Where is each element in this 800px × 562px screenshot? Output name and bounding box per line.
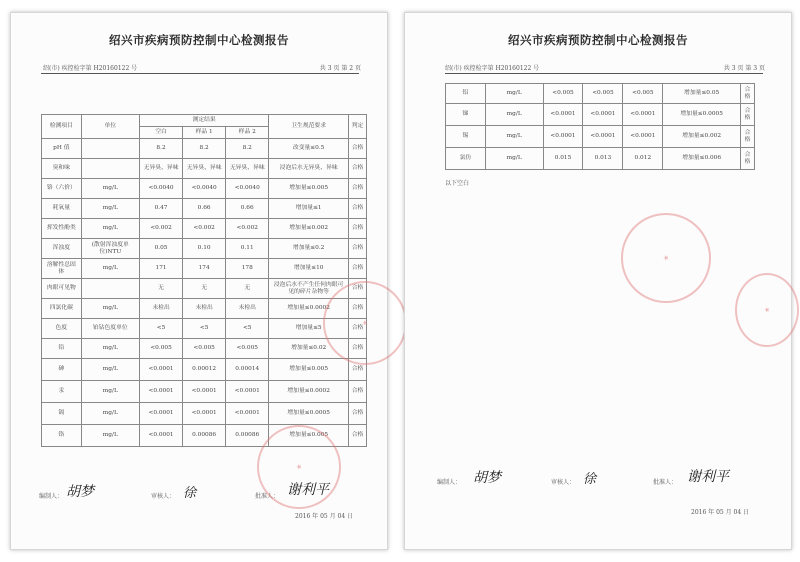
col-header-sample1: 样品 1: [183, 127, 226, 139]
cell-item: 铝: [446, 84, 486, 104]
reviewer-signature: 徐: [583, 472, 597, 487]
cell-std: 增加量≤0.005: [269, 425, 349, 447]
cell-blank: <0.0001: [140, 381, 183, 403]
cell-std: 增加量≤0.05: [663, 84, 741, 104]
col-header-judgement: 判定: [349, 115, 367, 139]
cell-judge: 合格: [349, 239, 367, 259]
table-row: [42, 199, 367, 219]
cell-unit: mg/L: [485, 148, 543, 170]
results-table-continued: [445, 83, 755, 170]
cell-item: 砷: [42, 359, 82, 381]
cell-judge: 合格: [349, 403, 367, 425]
table-row: [42, 359, 367, 381]
report-page-2: [10, 12, 388, 550]
cell-judge: 合格: [349, 179, 367, 199]
cell-item: 镉: [42, 403, 82, 425]
cell-judge: 合格: [349, 259, 367, 279]
table-row: [42, 259, 367, 279]
cell-std: 增加量≤10: [269, 259, 349, 279]
table-row: [42, 381, 367, 403]
reviewer-label: 审核人：: [151, 493, 176, 500]
cell-s2: <0.0001: [226, 403, 269, 425]
report-page-3: [404, 12, 792, 550]
cell-judge: 合格: [349, 359, 367, 381]
col-header-blank: 空白: [140, 127, 183, 139]
cell-item: 耗氧量: [42, 199, 82, 219]
table-row: [42, 179, 367, 199]
cell-unit: 铂钴色度单位: [81, 319, 139, 339]
cell-blank: 未检出: [140, 299, 183, 319]
cell-s1: 0.66: [183, 199, 226, 219]
cell-judge: 合格: [349, 425, 367, 447]
cell-s2: 0.11: [226, 239, 269, 259]
table-row: [42, 299, 367, 319]
cell-unit: mg/L: [81, 359, 139, 381]
cell-judge: 合格: [740, 84, 754, 104]
cell-blank: <0.0001: [543, 126, 583, 148]
cell-unit: [81, 159, 139, 179]
cell-s1: <0.0001: [183, 381, 226, 403]
cell-unit: mg/L: [485, 126, 543, 148]
cell-judge: 合格: [349, 299, 367, 319]
cell-item: pH 值: [42, 139, 82, 159]
cell-judge: 合格: [740, 126, 754, 148]
cell-s2: <0.0040: [226, 179, 269, 199]
cell-item: 氯仿: [446, 148, 486, 170]
report-title: 绍兴市疾病预防控制中心检测报告: [508, 33, 688, 47]
cell-s1: 无异臭、异味: [183, 159, 226, 179]
cell-blank: 171: [140, 259, 183, 279]
cell-judge: 合格: [740, 104, 754, 126]
cell-s1: <0.002: [183, 219, 226, 239]
cell-item: 汞: [42, 381, 82, 403]
blank-below-note: 以下空白: [445, 180, 470, 187]
table-row: [42, 319, 367, 339]
cell-item: 肉眼可见物: [42, 279, 82, 299]
cell-judge: 合格: [349, 339, 367, 359]
official-seal-stamp-2: ★: [257, 425, 341, 509]
compiler-signature: 胡梦: [66, 484, 94, 500]
cell-blank: 无异臭、异味: [140, 159, 183, 179]
cell-s2: 未检出: [226, 299, 269, 319]
cell-std: 增加量≤0.005: [269, 359, 349, 381]
cell-blank: <0.0040: [140, 179, 183, 199]
cell-std: 增加量≤0.006: [663, 148, 741, 170]
cell-item: 溶解性总固体: [42, 259, 82, 279]
table-row: [42, 279, 367, 299]
report-date: 2016 年 05 月 04 日: [691, 509, 750, 516]
report-date: 2016 年 05 月 04 日: [295, 513, 354, 520]
cell-judge: 合格: [349, 279, 367, 299]
cell-s2: 178: [226, 259, 269, 279]
cell-unit: mg/L: [81, 339, 139, 359]
cell-s1: 未检出: [183, 299, 226, 319]
table-row: [42, 219, 367, 239]
cell-s2: <0.005: [623, 84, 663, 104]
cell-std: 浸泡后水不产生任何肉眼可见的碎片杂物等: [269, 279, 349, 299]
cell-judge: 合格: [349, 199, 367, 219]
cell-unit: mg/L: [81, 179, 139, 199]
table-row: [446, 84, 755, 104]
col-header-sample2: 样品 2: [226, 127, 269, 139]
cell-unit: mg/L: [81, 299, 139, 319]
cell-std: 增加量≤0.0005: [269, 403, 349, 425]
table-row: [446, 148, 755, 170]
approver-signature: 谢利平: [287, 482, 329, 498]
cell-item: 铅: [42, 339, 82, 359]
cell-judge: 合格: [349, 319, 367, 339]
cell-s1: <0.0001: [583, 126, 623, 148]
official-seal-stamp: ★: [621, 213, 711, 303]
cell-s1: <0.005: [583, 84, 623, 104]
cell-s1: 0.013: [583, 148, 623, 170]
cell-unit: [81, 279, 139, 299]
cell-judge: 合格: [349, 139, 367, 159]
cell-s2: 0.00086: [226, 425, 269, 447]
approver-signature: 谢利平: [687, 469, 729, 485]
cell-std: 增加量≤1: [269, 199, 349, 219]
cell-s2: <0.0001: [226, 381, 269, 403]
cell-item: 锡: [446, 126, 486, 148]
page-info: 共 3 页 第 2 页: [319, 65, 361, 72]
cell-blank: <0.0001: [140, 359, 183, 381]
cell-std: 增加量≤0.2: [269, 239, 349, 259]
table-row: [446, 104, 755, 126]
reviewer-signature: 徐: [183, 486, 197, 501]
cell-unit: mg/L: [81, 403, 139, 425]
table-row: [42, 339, 367, 359]
cell-blank: <0.002: [140, 219, 183, 239]
cell-unit: mg/L: [485, 104, 543, 126]
table-row: [42, 239, 367, 259]
compiler-signature: 胡梦: [473, 470, 501, 486]
cell-s1: 8.2: [183, 139, 226, 159]
cell-s2: <0.002: [226, 219, 269, 239]
cell-std: 增加量≤0.02: [269, 339, 349, 359]
cell-unit: (散射浑浊度单位)NTU: [81, 239, 139, 259]
table-row: [446, 126, 755, 148]
table-row: [42, 139, 367, 159]
cell-item: 锑: [446, 104, 486, 126]
cell-s2: <0.0001: [623, 126, 663, 148]
cell-std: 浸泡后水无异臭、异味: [269, 159, 349, 179]
cell-std: 增加量≤0.005: [269, 179, 349, 199]
cell-unit: mg/L: [81, 219, 139, 239]
cell-s1: <5: [183, 319, 226, 339]
cell-std: 增加量≤5: [269, 319, 349, 339]
cell-unit: mg/L: [485, 84, 543, 104]
cell-judge: 合格: [349, 159, 367, 179]
cell-s2: 无异臭、异味: [226, 159, 269, 179]
cell-blank: <0.0001: [543, 104, 583, 126]
table-row: [42, 159, 367, 179]
cell-s2: <0.0001: [623, 104, 663, 126]
table-row: [42, 403, 367, 425]
compiler-label: 编制人：: [39, 493, 64, 500]
cell-blank: <0.0001: [140, 403, 183, 425]
cell-std: 增加量≤0.002: [269, 219, 349, 239]
cell-blank: 0.015: [543, 148, 583, 170]
cell-item: 铬: [42, 425, 82, 447]
cell-s1: 无: [183, 279, 226, 299]
cell-blank: 无: [140, 279, 183, 299]
page-info: 共 3 页 第 3 页: [723, 65, 765, 72]
cell-s1: <0.0040: [183, 179, 226, 199]
cell-judge: 合格: [349, 381, 367, 403]
compiler-label: 编制人：: [437, 479, 462, 486]
cell-s2: 0.012: [623, 148, 663, 170]
cell-blank: 0.05: [140, 239, 183, 259]
cell-s1: 0.00012: [183, 359, 226, 381]
col-header-standard: 卫生规范要求: [269, 115, 349, 139]
cell-std: 增加量≤0.002: [663, 126, 741, 148]
cell-blank: 0.47: [140, 199, 183, 219]
col-header-item: 检测项目: [42, 115, 82, 139]
cell-std: 增加量≤0.0002: [269, 381, 349, 403]
cell-s2: <0.005: [226, 339, 269, 359]
cell-s1: 0.00086: [183, 425, 226, 447]
cell-item: 色度: [42, 319, 82, 339]
cell-s2: 0.66: [226, 199, 269, 219]
cell-s1: 0.10: [183, 239, 226, 259]
cell-s1: <0.0001: [583, 104, 623, 126]
report-number: 绍(市) 疾控检字第 H20160122 号: [43, 65, 138, 72]
cell-item: 挥发性酚类: [42, 219, 82, 239]
cell-item: 臭和味: [42, 159, 82, 179]
cell-s1: <0.005: [183, 339, 226, 359]
cell-blank: 8.2: [140, 139, 183, 159]
cell-judge: 合格: [740, 148, 754, 170]
cell-item: 四氯化碳: [42, 299, 82, 319]
cell-item: 铬（六价）: [42, 179, 82, 199]
cell-unit: mg/L: [81, 199, 139, 219]
reviewer-label: 审核人：: [551, 479, 576, 486]
cell-std: 增加量≤0.0005: [663, 104, 741, 126]
cell-unit: mg/L: [81, 381, 139, 403]
cell-std: 改变量≤0.5: [269, 139, 349, 159]
official-seal-stamp-edge: ★: [735, 273, 799, 347]
cell-judge: 合格: [349, 219, 367, 239]
cell-s2: <5: [226, 319, 269, 339]
cell-std: 增加量≤0.0002: [269, 299, 349, 319]
approver-label: 批准人：: [653, 479, 678, 486]
cell-s2: 0.00014: [226, 359, 269, 381]
cell-s1: 174: [183, 259, 226, 279]
cell-blank: <0.005: [543, 84, 583, 104]
cell-blank: <0.005: [140, 339, 183, 359]
cell-s2: 8.2: [226, 139, 269, 159]
col-header-unit: 单位: [81, 115, 139, 139]
official-seal-stamp: ★: [323, 281, 407, 365]
cell-item: 浑浊度: [42, 239, 82, 259]
cell-unit: mg/L: [81, 425, 139, 447]
cell-blank: <5: [140, 319, 183, 339]
approver-label: 批准人：: [255, 493, 280, 500]
cell-s1: <0.0001: [183, 403, 226, 425]
header-divider: [41, 73, 359, 74]
cell-unit: mg/L: [81, 259, 139, 279]
col-header-result: 测定结果: [140, 115, 269, 127]
cell-blank: <0.0001: [140, 425, 183, 447]
cell-unit: [81, 139, 139, 159]
cell-s2: 无: [226, 279, 269, 299]
results-table: [41, 114, 367, 447]
header-divider: [445, 73, 763, 74]
report-title: 绍兴市疾病预防控制中心检测报告: [109, 33, 289, 47]
report-number: 绍(市) 疾控检字第 H20160122 号: [445, 65, 540, 72]
